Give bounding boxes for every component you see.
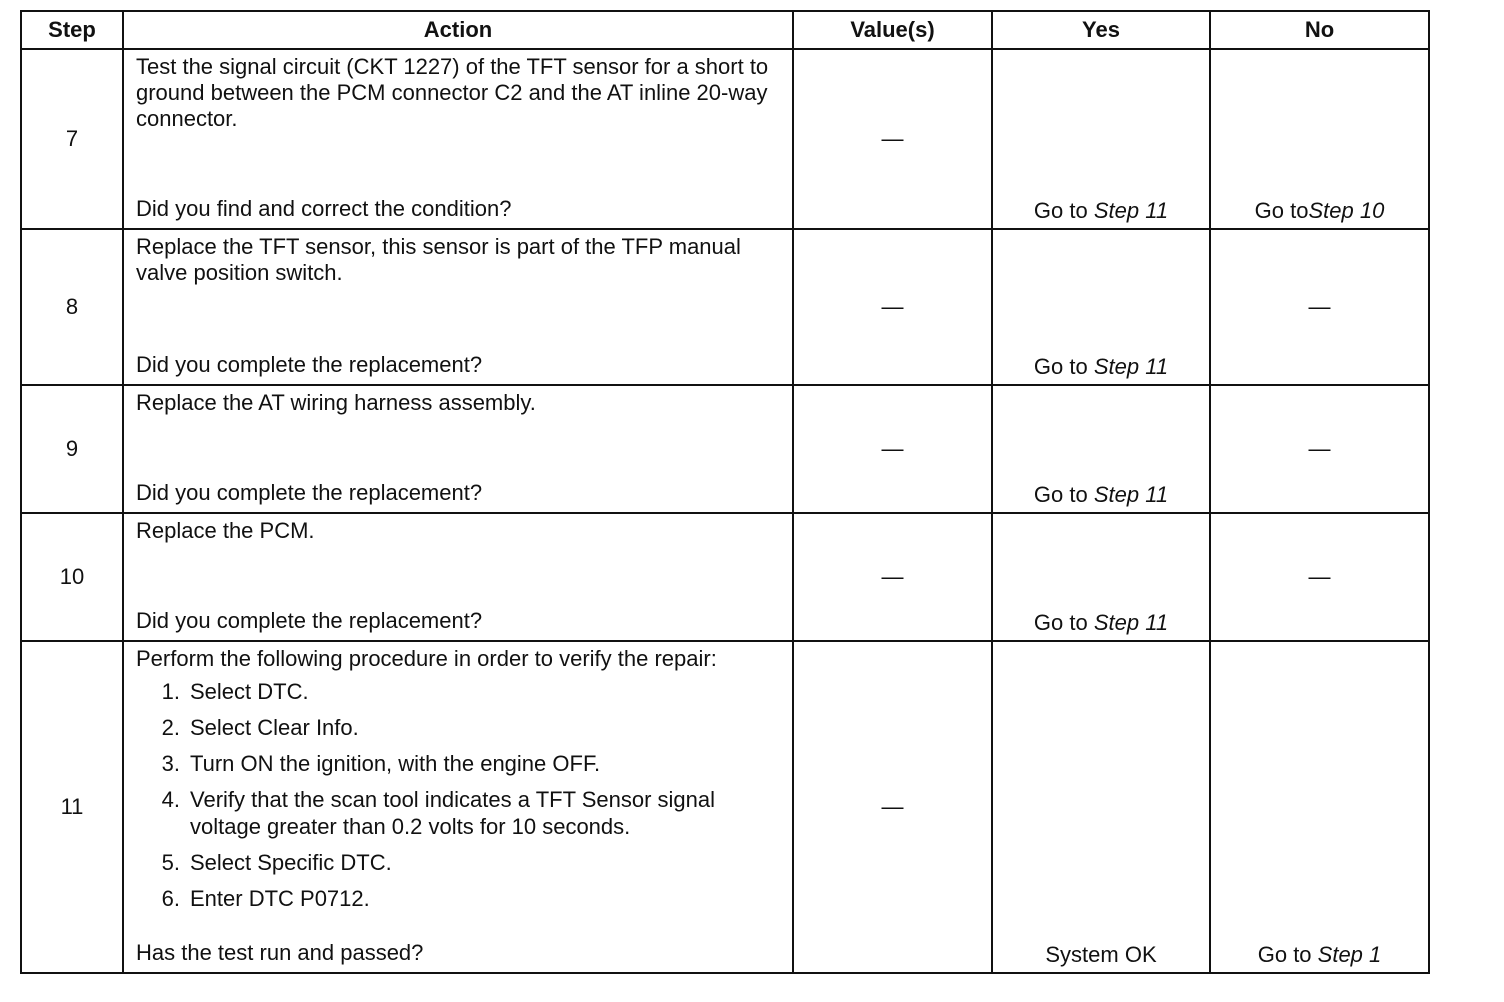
no-step-link: Step 1: [1317, 942, 1382, 967]
step-number: 10: [21, 513, 123, 641]
action-question: Did you complete the replacement?: [136, 480, 483, 505]
diagnostic-table: [20, 10, 1430, 974]
value-cell: —: [793, 49, 992, 229]
header-action: Action: [123, 11, 793, 49]
header-yes: Yes: [992, 11, 1210, 49]
header-values: Value(s): [793, 11, 992, 49]
action-question: Did you find and correct the condition?: [136, 196, 512, 221]
procedure-list: [136, 678, 782, 912]
table-row: [21, 513, 1429, 641]
yes-step-link: Step 11: [1093, 198, 1169, 223]
action-instruction: Test the signal circuit (CKT 1227) of the TFT sensor for a short to ground between the PCM connector C2 and the AT inline 20-way connector.: [136, 54, 769, 131]
action-instruction: Replace the AT wiring harness assembly.: [136, 390, 536, 415]
list-item: 2. Select Clear Info.: [161, 715, 359, 740]
list-item: 3. Turn ON the ignition, with the engine OFF.: [161, 751, 601, 776]
list-item: 6. Enter DTC P0712.: [161, 886, 370, 911]
no-cell: —: [1210, 385, 1429, 513]
step-number: 11: [21, 641, 123, 973]
list-item: 4. Verify that the scan tool indicates a TFT Sensor signal voltage greater than 0.2 volts for 10 seconds.: [161, 787, 716, 839]
no-cell: [1210, 49, 1429, 229]
yes-prefix: Go to: [1033, 354, 1094, 379]
value-cell: —: [793, 513, 992, 641]
value-cell: —: [793, 229, 992, 385]
yes-cell: [992, 385, 1210, 513]
action-cell: [123, 513, 793, 641]
table-row: [21, 385, 1429, 513]
no-prefix: Go to: [1254, 198, 1309, 223]
no-cell: —: [1210, 229, 1429, 385]
action-instruction: Perform the following procedure in order to verify the repair:: [136, 646, 717, 671]
yes-step-link: Step 11: [1093, 354, 1169, 379]
action-cell: [123, 229, 793, 385]
action-question: Did you complete the replacement?: [136, 608, 483, 633]
yes-cell: [992, 513, 1210, 641]
action-cell: [123, 49, 793, 229]
no-cell: [1210, 641, 1429, 973]
action-question: Did you complete the replacement?: [136, 352, 483, 377]
list-item: 5. Select Specific DTC.: [161, 850, 392, 875]
action-instruction: Replace the TFT sensor, this sensor is part of the TFP manual valve position switch.: [136, 234, 741, 285]
yes-step-link: Step 11: [1093, 610, 1169, 635]
yes-prefix: Go to: [1033, 482, 1094, 507]
no-step-link: Step 10: [1308, 198, 1385, 223]
action-instruction: Replace the PCM.: [136, 518, 315, 543]
list-item: 1. Select DTC.: [161, 679, 309, 704]
step-number: 7: [21, 49, 123, 229]
yes-cell: [992, 229, 1210, 385]
step-number: 9: [21, 385, 123, 513]
action-cell: [123, 385, 793, 513]
yes-cell: [992, 49, 1210, 229]
no-cell: —: [1210, 513, 1429, 641]
table-row: [21, 641, 1429, 973]
action-question: Has the test run and passed?: [136, 940, 424, 965]
header-step: Step: [21, 11, 123, 49]
table-row: [21, 229, 1429, 385]
step-number: 8: [21, 229, 123, 385]
action-cell: [123, 641, 793, 973]
no-prefix: Go to: [1257, 942, 1318, 967]
table-row: [21, 49, 1429, 229]
yes-cell: System OK: [992, 641, 1210, 973]
header-row: [21, 11, 1429, 49]
yes-step-link: Step 11: [1093, 482, 1169, 507]
header-no: No: [1210, 11, 1429, 49]
value-cell: —: [793, 641, 992, 973]
value-cell: —: [793, 385, 992, 513]
yes-prefix: Go to: [1033, 198, 1094, 223]
yes-prefix: Go to: [1033, 610, 1094, 635]
